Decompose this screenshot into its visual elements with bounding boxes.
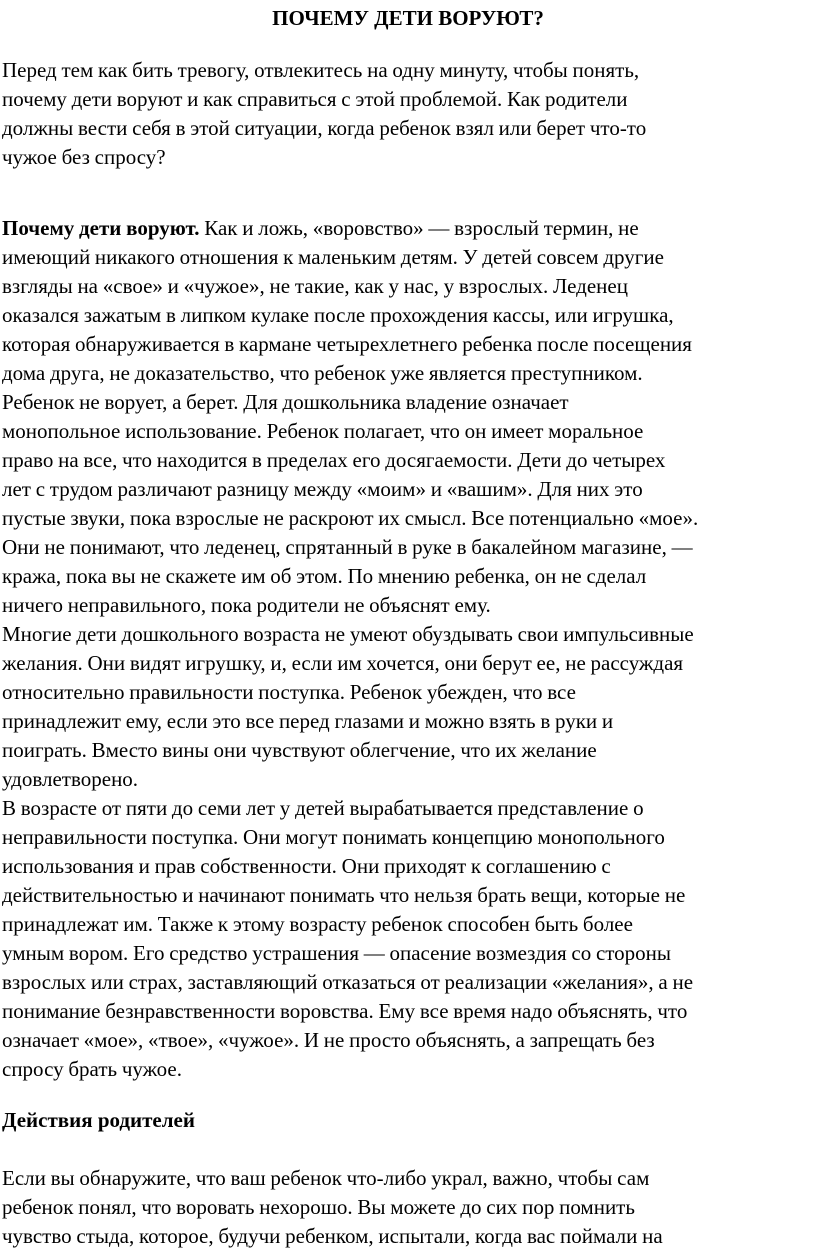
text-line (2, 214, 814, 243)
text-line: Они не понимают, что леденец, спрятанный в руке в бакалейном магазине, — (2, 535, 693, 559)
text-line: относительно правильности поступка. Ребенок убежден, что все (2, 680, 576, 704)
text-line: Перед тем как бить тревогу, отвлекитесь на одну минуту, чтобы понять, (2, 58, 640, 82)
text-line: монопольное использование. Ребенок полагает, что он имеет моральное (2, 419, 644, 443)
text-line: которая обнаруживается в кармане четырехлетнего ребенка после посещения (2, 332, 692, 356)
text-line: желания. Они видят игрушку, и, если им хочется, они берут ее, не рассуждая (2, 651, 684, 675)
section-parent-actions (2, 1164, 814, 1251)
text-fragment: Как и ложь, «воровство» — взрослый термин, не (199, 216, 639, 240)
text-line: поиграть. Вместо вины они чувствуют облегчение, что их желание (2, 738, 597, 762)
text-line: дома друга, не доказательство, что ребенок уже является преступником. (2, 361, 643, 385)
text-line: должны вести себя в этой ситуации, когда ребенок взял или берет что-то (2, 116, 647, 140)
text-line: неправильности поступка. Они могут понимать концепцию монопольного (2, 825, 665, 849)
text-line: удовлетворено. (2, 767, 139, 791)
text-line: взрослых или страх, заставляющий отказаться от реализации «желания», а не (2, 970, 694, 994)
text-line: чужое без спросу? (2, 145, 166, 169)
section-lead: Почему дети воруют. (2, 216, 200, 240)
text-line: взгляды на «свое» и «чужое», не такие, как у нас, у взрослых. Леденец (2, 274, 628, 298)
text-line: Ребенок не ворует, а берет. Для дошкольника владение означает (2, 390, 569, 414)
text-line: означает «мое», «твое», «чужое». И не просто объяснять, а запрещать без (2, 1028, 655, 1052)
text-line: чувство стыда, которое, будучи ребенком, испытали, когда вас поймали на (2, 1224, 663, 1248)
document-title: ПОЧЕМУ ДЕТИ ВОРУЮТ? (272, 6, 544, 30)
text-line: спросу брать чужое. (2, 1057, 182, 1081)
text-line: оказался зажатым в липком кулаке после прохождения кассы, или игрушка, (2, 303, 674, 327)
text-line: Если вы обнаружите, что ваш ребенок что-либо украл, важно, чтобы сам (2, 1166, 650, 1190)
section-why-children-steal (2, 214, 814, 1084)
text-line: кража, пока вы не скажете им об этом. По мнению ребенка, он не сделал (2, 564, 647, 588)
text-line: право на все, что находится в пределах его досягаемости. Дети до четырех (2, 448, 666, 472)
text-line: принадлежат им. Также к этому возрасту ребенок способен быть более (2, 912, 633, 936)
intro-paragraph (2, 56, 814, 172)
text-line: почему дети воруют и как справиться с этой проблемой. Как родители (2, 87, 628, 111)
text-line: лет с трудом различают разницу между «моим» и «вашим». Для них это (2, 477, 643, 501)
text-line: пустые звуки, пока взрослые не раскроют их смысл. Все потенциально «мое». (2, 506, 699, 530)
text-line: В возрасте от пяти до семи лет у детей вырабатывается представление о (2, 796, 644, 820)
text-line: ребенок понял, что воровать нехорошо. Вы можете до сих пор помнить (2, 1195, 635, 1219)
text-line: действительностью и начинают понимать что нельзя брать вещи, которые не (2, 883, 686, 907)
text-line: имеющий никакого отношения к маленьким детям. У детей совсем другие (2, 245, 664, 269)
text-line: понимание безнравственности воровства. Ему все время надо объяснять, что (2, 999, 688, 1023)
text-line: использования и прав собственности. Они приходят к соглашению с (2, 854, 611, 878)
text-line: умным вором. Его средство устрашения — опасение возмездия со стороны (2, 941, 672, 965)
text-line: Многие дети дошкольного возраста не умеют обуздывать свои импульсивные (2, 622, 694, 646)
text-line: ничего неправильного, пока родители не объяснят ему. (2, 593, 491, 617)
text-line: принадлежит ему, если это все перед глазами и можно взять в руки и (2, 709, 614, 733)
section-heading-parent-actions: Действия родителей (2, 1108, 195, 1132)
